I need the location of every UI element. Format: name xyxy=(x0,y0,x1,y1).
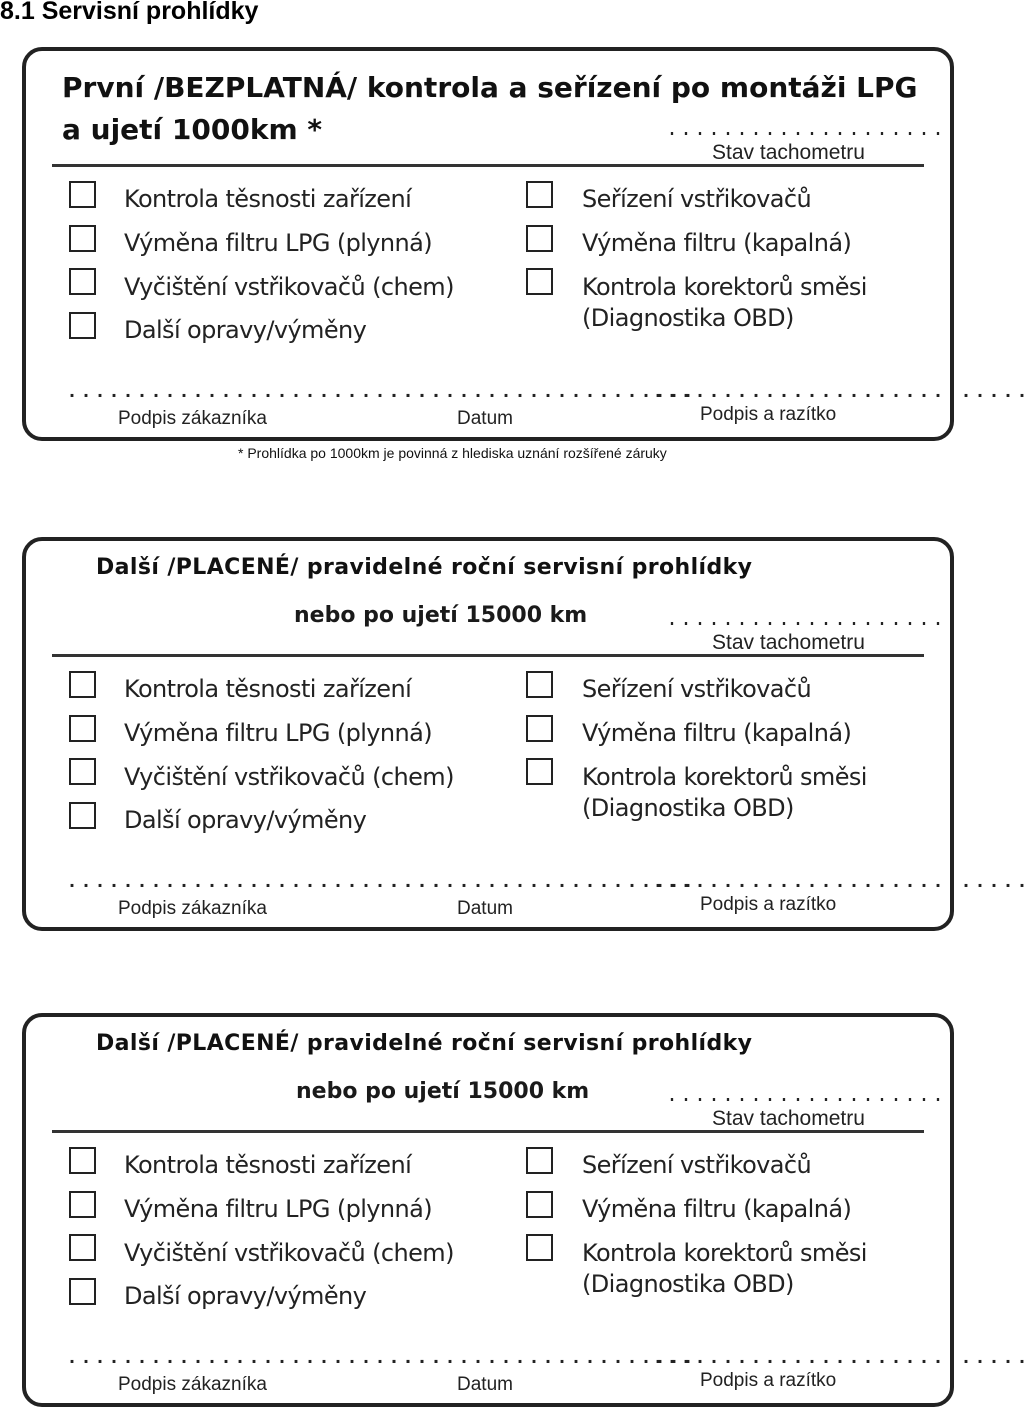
item-other-repairs: Další opravy/výměny xyxy=(124,1282,367,1310)
card-title-line2: a ujetí 1000km * xyxy=(62,113,323,146)
item-filter-liquid: Výměna filtru (kapalná) xyxy=(582,719,852,747)
item-lpg-filter-gas: Výměna filtru LPG (plynná) xyxy=(124,719,433,747)
customer-signature-label: Podpis zákazníka xyxy=(118,1374,267,1395)
service-card-annual-1 xyxy=(22,537,1030,931)
checkbox-injector-adjust[interactable] xyxy=(526,1147,553,1174)
item-mixture-corrector: Kontrola korektorů směsi xyxy=(582,763,867,791)
item-injector-adjust: Seřízení vstřikovačů xyxy=(582,675,812,703)
item-mixture-corrector: Kontrola korektorů směsi xyxy=(582,1239,867,1267)
item-leak-check: Kontrola těsnosti zařízení xyxy=(124,185,412,213)
card-subtitle: nebo po ujetí 15000 km xyxy=(294,603,588,628)
checkbox-filter-liquid[interactable] xyxy=(526,225,553,252)
item-obd-diagnostics: (Diagnostika OBD) xyxy=(582,1270,794,1298)
date-line: ...................... xyxy=(388,1347,697,1370)
date-line: ...................... xyxy=(388,381,697,404)
customer-signature-line: ........................... xyxy=(66,1347,445,1370)
item-leak-check: Kontrola těsnosti zařízení xyxy=(124,1151,412,1179)
odometer-label: Stav tachometru xyxy=(712,1107,865,1130)
checkbox-lpg-filter-gas[interactable] xyxy=(69,1191,96,1218)
odometer-label: Stav tachometru xyxy=(712,631,865,654)
customer-signature-line: ........................... xyxy=(66,381,445,404)
item-filter-liquid: Výměna filtru (kapalná) xyxy=(582,1195,852,1223)
odometer-dotted-line: ..................... xyxy=(666,1085,961,1108)
checkbox-mixture-corrector[interactable] xyxy=(526,1234,553,1261)
stamp-signature-label: Podpis a razítko xyxy=(700,1370,837,1391)
checkbox-leak-check[interactable] xyxy=(69,1147,96,1174)
date-label: Datum xyxy=(457,898,513,919)
checkbox-filter-liquid[interactable] xyxy=(526,1191,553,1218)
card-title: Další /PLACENÉ/ pravidelné roční servisní prohlídky xyxy=(96,1031,753,1056)
checkbox-injector-cleaning[interactable] xyxy=(69,758,96,785)
stamp-signature-line: ........................... xyxy=(652,381,1030,404)
checkbox-injector-adjust[interactable] xyxy=(526,181,553,208)
customer-signature-label: Podpis zákazníka xyxy=(118,898,267,919)
item-filter-liquid: Výměna filtru (kapalná) xyxy=(582,229,852,257)
checkbox-mixture-corrector[interactable] xyxy=(526,758,553,785)
item-leak-check: Kontrola těsnosti zařízení xyxy=(124,675,412,703)
item-injector-adjust: Seřízení vstřikovačů xyxy=(582,1151,812,1179)
divider-line xyxy=(52,164,924,167)
service-card-first xyxy=(22,47,1030,441)
page-heading: 8.1 Servisní prohlídky xyxy=(0,0,259,25)
checkbox-other-repairs[interactable] xyxy=(69,312,96,339)
odometer-label: Stav tachometru xyxy=(712,141,865,164)
item-lpg-filter-gas: Výměna filtru LPG (plynná) xyxy=(124,229,433,257)
card-title-line1: První /BEZPLATNÁ/ kontrola a seřízení po montáži LPG xyxy=(62,71,918,104)
odometer-dotted-line: ..................... xyxy=(666,119,961,142)
item-injector-adjust: Seřízení vstřikovačů xyxy=(582,185,812,213)
stamp-signature-line: ........................... xyxy=(652,871,1030,894)
date-label: Datum xyxy=(457,1374,513,1395)
date-line: ...................... xyxy=(388,871,697,894)
odometer-dotted-line: ..................... xyxy=(666,609,961,632)
item-other-repairs: Další opravy/výměny xyxy=(124,316,367,344)
checkbox-mixture-corrector[interactable] xyxy=(526,268,553,295)
checkbox-lpg-filter-gas[interactable] xyxy=(69,225,96,252)
checkbox-injector-cleaning[interactable] xyxy=(69,1234,96,1261)
divider-line xyxy=(52,654,924,657)
checkbox-other-repairs[interactable] xyxy=(69,802,96,829)
stamp-signature-label: Podpis a razítko xyxy=(700,404,837,425)
checkbox-leak-check[interactable] xyxy=(69,671,96,698)
checkbox-filter-liquid[interactable] xyxy=(526,715,553,742)
item-other-repairs: Další opravy/výměny xyxy=(124,806,367,834)
item-injector-cleaning: Vyčištění vstřikovačů (chem) xyxy=(124,763,454,791)
checkbox-injector-cleaning[interactable] xyxy=(69,268,96,295)
checkbox-other-repairs[interactable] xyxy=(69,1278,96,1305)
stamp-signature-line: ........................... xyxy=(652,1347,1030,1370)
customer-signature-label: Podpis zákazníka xyxy=(118,408,267,429)
item-injector-cleaning: Vyčištění vstřikovačů (chem) xyxy=(124,273,454,301)
footnote: * Prohlídka po 1000km je povinná z hlediska uznání rozšířené záruky xyxy=(238,445,667,461)
customer-signature-line: ........................... xyxy=(66,871,445,894)
service-card-annual-2 xyxy=(22,1013,1030,1407)
checkbox-leak-check[interactable] xyxy=(69,181,96,208)
stamp-signature-label: Podpis a razítko xyxy=(700,894,837,915)
footnote-marker: * xyxy=(307,113,323,146)
item-obd-diagnostics: (Diagnostika OBD) xyxy=(582,794,794,822)
card-subtitle: nebo po ujetí 15000 km xyxy=(296,1079,590,1104)
item-mixture-corrector: Kontrola korektorů směsi xyxy=(582,273,867,301)
checkbox-lpg-filter-gas[interactable] xyxy=(69,715,96,742)
divider-line xyxy=(52,1130,924,1133)
card-title: Další /PLACENÉ/ pravidelné roční servisní prohlídky xyxy=(96,555,753,580)
item-lpg-filter-gas: Výměna filtru LPG (plynná) xyxy=(124,1195,433,1223)
checkbox-injector-adjust[interactable] xyxy=(526,671,553,698)
item-injector-cleaning: Vyčištění vstřikovačů (chem) xyxy=(124,1239,454,1267)
item-obd-diagnostics: (Diagnostika OBD) xyxy=(582,304,794,332)
date-label: Datum xyxy=(457,408,513,429)
